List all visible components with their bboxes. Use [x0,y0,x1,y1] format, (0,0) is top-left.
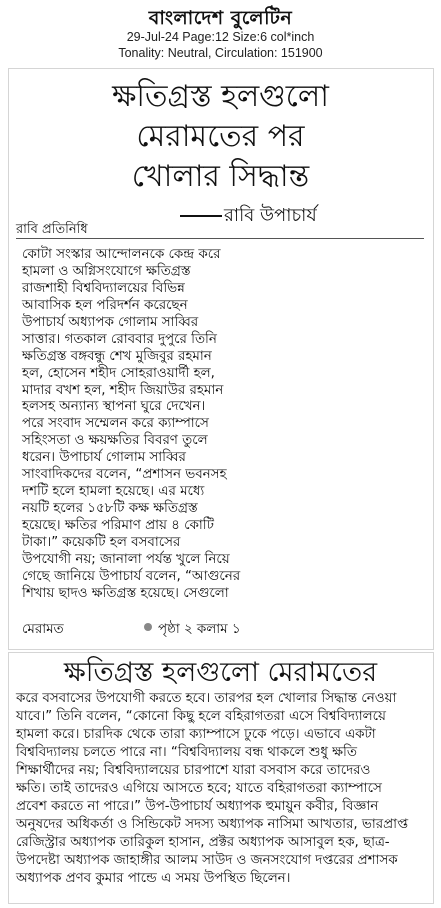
body-line: অনুষদের অধিকর্তা ও সিন্ডিকেট সদস্য অধ্যাপক নাসিমা আখতার, ভারপ্রাপ্ত [16,817,409,832]
headline-line-1: ক্ষতিগ্রস্ত হলগুলো [112,79,329,114]
body-line: আবাসিক হল পরিদর্শন করেছেন [22,297,188,313]
clip-meta-date-page-size: 29-Jul-24 Page:12 Size:6 col*inch [126,30,315,44]
body-line: যাবে।” তিনি বলেন, “কোনো কিছু হলে বহিরাগতরা এসে বিশ্ববিদ্যালয়ে [16,709,386,724]
continued-on-reference: পৃষ্ঠা ২ কলাম ১ [158,622,241,637]
clip-meta-tonality-circulation: Tonality: Neutral, Circulation: 151900 [118,46,323,60]
body-line: কোটা সংস্কার আন্দোলনকে কেন্দ্র করে [22,247,221,262]
jump-word: মেরামত [22,622,64,637]
article-body [22,247,422,603]
body-line: বিশ্ববিদ্যালয় চলতে পারে না। “বিশ্ববিদ্যালয় বন্ধ থাকলে শুধু ক্ষতি [16,745,357,760]
divider [16,238,424,239]
body-line: করে বসবাসের উপযোগী করতে হবে। তারপর হল খোলার সিদ্ধান্ত নেওয়া [16,691,397,706]
body-line: সাত্তার। গতকাল রোববার দুপুরে তিনি [22,331,217,347]
byline-dash [180,215,222,217]
body-line: হলসহ অন্যান্য স্থাপনা ঘুরে দেখেন। [22,399,206,415]
body-line: উপাচার্য অধ্যাপক গোলাম সাব্বির [22,314,199,330]
body-line: ধরেন। উপাচার্য গোলাম সাব্বির [22,450,186,466]
body-line: উপযোগী নয়; জানালা পর্যন্ত খুলে নিয়ে [22,551,230,567]
continuation-body [16,690,428,888]
body-line: ক্ষতিগ্রস্ত বঙ্গবন্ধু শেখ মুজিবুর রহমান [22,348,212,364]
continuation-headline: ক্ষতিগ্রস্ত হলগুলো মেরামতের [63,657,378,688]
body-line: নয়টি হলের ১৫৮টি কক্ষ ক্ষতিগ্রস্ত [22,501,198,517]
byline [180,201,317,232]
headline-line-2: মেরামতের পর [136,119,305,154]
jump-line [22,619,422,641]
body-line: রাজশাহী বিশ্ববিদ্যালয়ের বিভিন্ন [22,280,185,296]
body-line: শিক্ষার্থীদের নয়; বিশ্ববিদ্যালয়ের চারপাশে যারা বসবাস করে তাদেরও [16,763,371,778]
body-line: অধ্যাপক প্রণব কুমার পান্ডে এ সময় উপস্থিত ছিলেন। [16,871,291,886]
body-line: ক্ষতি। তাই তাদেরও এগিয়ে আসতে হবে; যাতে বহিরাগতরা ক্যাম্পাসে [16,781,382,796]
body-line: রেজিস্ট্রার অধ্যাপক তারিকুল হাসান, প্রক্টর অধ্যাপক আসাবুল হক, ছাত্র- [16,835,390,850]
byline-text: রাবি উপাচার্য [224,205,317,226]
reporter-credit: রাবি প্রতিনিধি [16,222,88,237]
body-line: দশটি হলে হামলা হয়েছে। এর মধ্যে [22,484,205,500]
headline-line-3: খোলার সিদ্ধান্ত [131,159,310,194]
body-line: হল, হোসেন শহীদ সোহরাওয়ার্দী হল, [22,365,215,381]
body-line: গেছে জানিয়ে উপাচার্য বলেন, “আগুনের [22,568,241,584]
body-line: শিখায় ছাদও ক্ষতিগ্রস্ত হয়েছে। সেগুলো [22,585,229,601]
body-line: সহিংসতা ও ক্ষয়ক্ষতির বিবরণ তুলে [22,433,208,449]
body-line: উপদেষ্টা অধ্যাপক জাহাঙ্গীর আলম সাউদ ও জনসংযোগ দপ্তরের প্রশাসক [16,853,398,868]
newspaper-masthead: বাংলাদেশ বুলেটিন [148,7,293,29]
body-line: প্রবেশ করতে না পারে।” উপ-উপাচার্য অধ্যাপক হুমায়ুন কবীর, বিজ্ঞান [16,799,379,814]
body-line: পরে সংবাদ সম্মেলন করে ক্যাম্পাসে [22,416,209,432]
body-line: টাকা।” কয়েকটি হল বসবাসের [22,534,181,550]
body-line: হামলা ও অগ্নিসংযোগে ক্ষতিগ্রস্ত [22,263,191,279]
body-line: সাংবাদিকদের বলেন, “প্রশাসন ভবনসহ [22,467,227,483]
bullet-icon [144,623,152,631]
body-line: হামলা করে। চারদিক থেকে তারা ক্যাম্পাসে ঢুকে পড়ে। এভাবে একটা [16,727,376,742]
body-line: মাদার বখশ হল, শহীদ জিয়াউর রহমান [22,382,224,398]
body-line: হয়েছে। ক্ষতির পরিমাণ প্রায় ৪ কোটি [22,518,214,533]
